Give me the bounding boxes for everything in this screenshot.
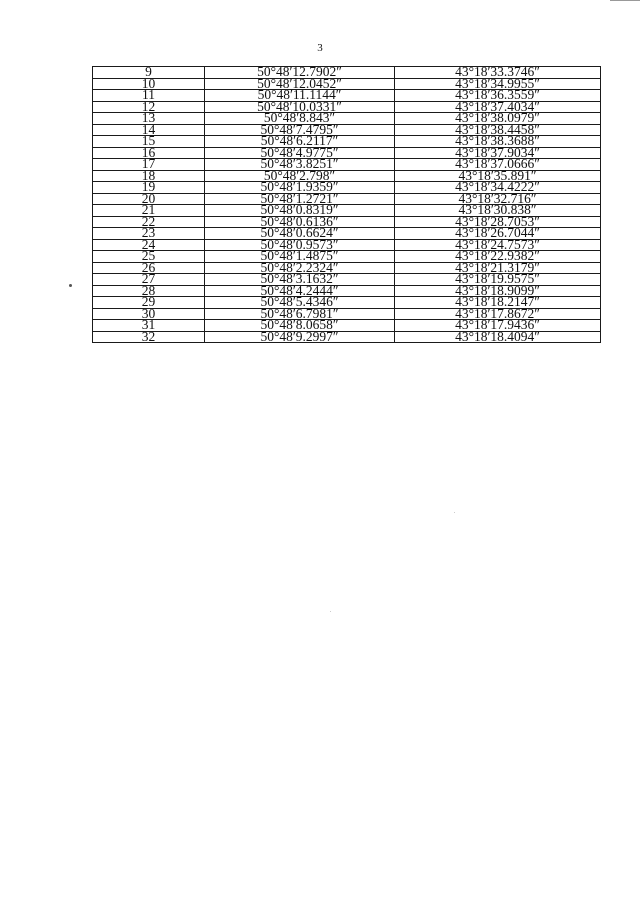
table-row xyxy=(93,101,601,113)
longitude-cell: 43°18′34.9955″ xyxy=(395,78,601,90)
longitude-cell: 43°18′24.7573″ xyxy=(395,239,601,251)
point-number-cell: 30 xyxy=(93,308,205,320)
longitude-cell: 43°18′36.3559″ xyxy=(395,90,601,102)
table-row xyxy=(93,170,601,182)
longitude-cell: 43°18′18.2147″ xyxy=(395,297,601,309)
point-number-cell: 23 xyxy=(93,228,205,240)
table-row xyxy=(93,205,601,217)
longitude-cell: 43°18′17.8672″ xyxy=(395,308,601,320)
latitude-cell: 50°48′4.2444″ xyxy=(205,285,395,297)
point-number-cell: 28 xyxy=(93,285,205,297)
table-row xyxy=(93,262,601,274)
table-row xyxy=(93,193,601,205)
longitude-cell: 43°18′19.9575″ xyxy=(395,274,601,286)
point-number-cell: 13 xyxy=(93,113,205,125)
latitude-cell: 50°48′0.9573″ xyxy=(205,239,395,251)
longitude-cell: 43°18′34.4222″ xyxy=(395,182,601,194)
point-number-cell: 31 xyxy=(93,320,205,332)
scan-speck xyxy=(454,512,455,513)
point-number-cell: 27 xyxy=(93,274,205,286)
longitude-cell: 43°18′28.7053″ xyxy=(395,216,601,228)
latitude-cell: 50°48′6.2117″ xyxy=(205,136,395,148)
table-row xyxy=(93,285,601,297)
longitude-cell: 43°18′32.716″ xyxy=(395,193,601,205)
point-number-cell: 25 xyxy=(93,251,205,263)
latitude-cell: 50°48′3.1632″ xyxy=(205,274,395,286)
longitude-cell: 43°18′37.9034″ xyxy=(395,147,601,159)
table-row xyxy=(93,320,601,332)
point-number-cell: 12 xyxy=(93,101,205,113)
longitude-cell: 43°18′33.3746″ xyxy=(395,67,601,79)
latitude-cell: 50°48′6.7981″ xyxy=(205,308,395,320)
longitude-cell: 43°18′18.9099″ xyxy=(395,285,601,297)
point-number-cell: 9 xyxy=(93,67,205,79)
latitude-cell: 50°48′10.0331″ xyxy=(205,101,395,113)
longitude-cell: 43°18′38.4458″ xyxy=(395,124,601,136)
table-row xyxy=(93,297,601,309)
point-number-cell: 14 xyxy=(93,124,205,136)
point-number-cell: 29 xyxy=(93,297,205,309)
page-number: 3 xyxy=(317,42,323,54)
table-row xyxy=(93,113,601,125)
point-number-cell: 26 xyxy=(93,262,205,274)
table-row xyxy=(93,136,601,148)
latitude-cell: 50°48′7.4795″ xyxy=(205,124,395,136)
point-number-cell: 21 xyxy=(93,205,205,217)
table-row xyxy=(93,308,601,320)
longitude-cell: 43°18′38.3688″ xyxy=(395,136,601,148)
longitude-cell: 43°18′22.9382″ xyxy=(395,251,601,263)
longitude-cell: 43°18′17.9436″ xyxy=(395,320,601,332)
table-row xyxy=(93,251,601,263)
point-number-cell: 22 xyxy=(93,216,205,228)
latitude-cell: 50°48′1.9359″ xyxy=(205,182,395,194)
longitude-cell: 43°18′37.4034″ xyxy=(395,101,601,113)
table-row xyxy=(93,331,601,343)
latitude-cell: 50°48′1.4875″ xyxy=(205,251,395,263)
point-number-cell: 32 xyxy=(93,331,205,343)
point-number-cell: 24 xyxy=(93,239,205,251)
table-row xyxy=(93,78,601,90)
latitude-cell: 50°48′8.0658″ xyxy=(205,320,395,332)
latitude-cell: 50°48′0.8319″ xyxy=(205,205,395,217)
point-number-cell: 15 xyxy=(93,136,205,148)
longitude-cell: 43°18′26.7044″ xyxy=(395,228,601,240)
table-row xyxy=(93,159,601,171)
table-row xyxy=(93,239,601,251)
latitude-cell: 50°48′12.7902″ xyxy=(205,67,395,79)
point-number-cell: 10 xyxy=(93,78,205,90)
latitude-cell: 50°48′3.8251″ xyxy=(205,159,395,171)
latitude-cell: 50°48′9.2997″ xyxy=(205,331,395,343)
latitude-cell: 50°48′4.9775″ xyxy=(205,147,395,159)
point-number-cell: 11 xyxy=(93,90,205,102)
point-number-cell: 16 xyxy=(93,147,205,159)
point-number-cell: 17 xyxy=(93,159,205,171)
longitude-cell: 43°18′37.0666″ xyxy=(395,159,601,171)
table-row xyxy=(93,147,601,159)
longitude-cell: 43°18′38.0979″ xyxy=(395,113,601,125)
latitude-cell: 50°48′2.798″ xyxy=(205,170,395,182)
longitude-cell: 43°18′18.4094″ xyxy=(395,331,601,343)
latitude-cell: 50°48′2.2324″ xyxy=(205,262,395,274)
scan-edge-line xyxy=(610,0,640,1)
table-row xyxy=(93,216,601,228)
latitude-cell: 50°48′0.6136″ xyxy=(205,216,395,228)
coordinates-table-body xyxy=(93,67,601,343)
latitude-cell: 50°48′8.843″ xyxy=(205,113,395,125)
scan-speck xyxy=(69,284,72,287)
latitude-cell: 50°48′11.1144″ xyxy=(205,90,395,102)
latitude-cell: 50°48′1.2721″ xyxy=(205,193,395,205)
coordinates-table xyxy=(92,66,601,343)
table-row xyxy=(93,182,601,194)
longitude-cell: 43°18′35.891″ xyxy=(395,170,601,182)
table-row xyxy=(93,274,601,286)
point-number-cell: 19 xyxy=(93,182,205,194)
table-row xyxy=(93,90,601,102)
latitude-cell: 50°48′0.6624″ xyxy=(205,228,395,240)
scan-speck xyxy=(330,611,331,612)
longitude-cell: 43°18′21.3179″ xyxy=(395,262,601,274)
table-row xyxy=(93,124,601,136)
latitude-cell: 50°48′5.4346″ xyxy=(205,297,395,309)
latitude-cell: 50°48′12.0452″ xyxy=(205,78,395,90)
table-row xyxy=(93,228,601,240)
table-row xyxy=(93,67,601,79)
longitude-cell: 43°18′30.838″ xyxy=(395,205,601,217)
point-number-cell: 20 xyxy=(93,193,205,205)
point-number-cell: 18 xyxy=(93,170,205,182)
